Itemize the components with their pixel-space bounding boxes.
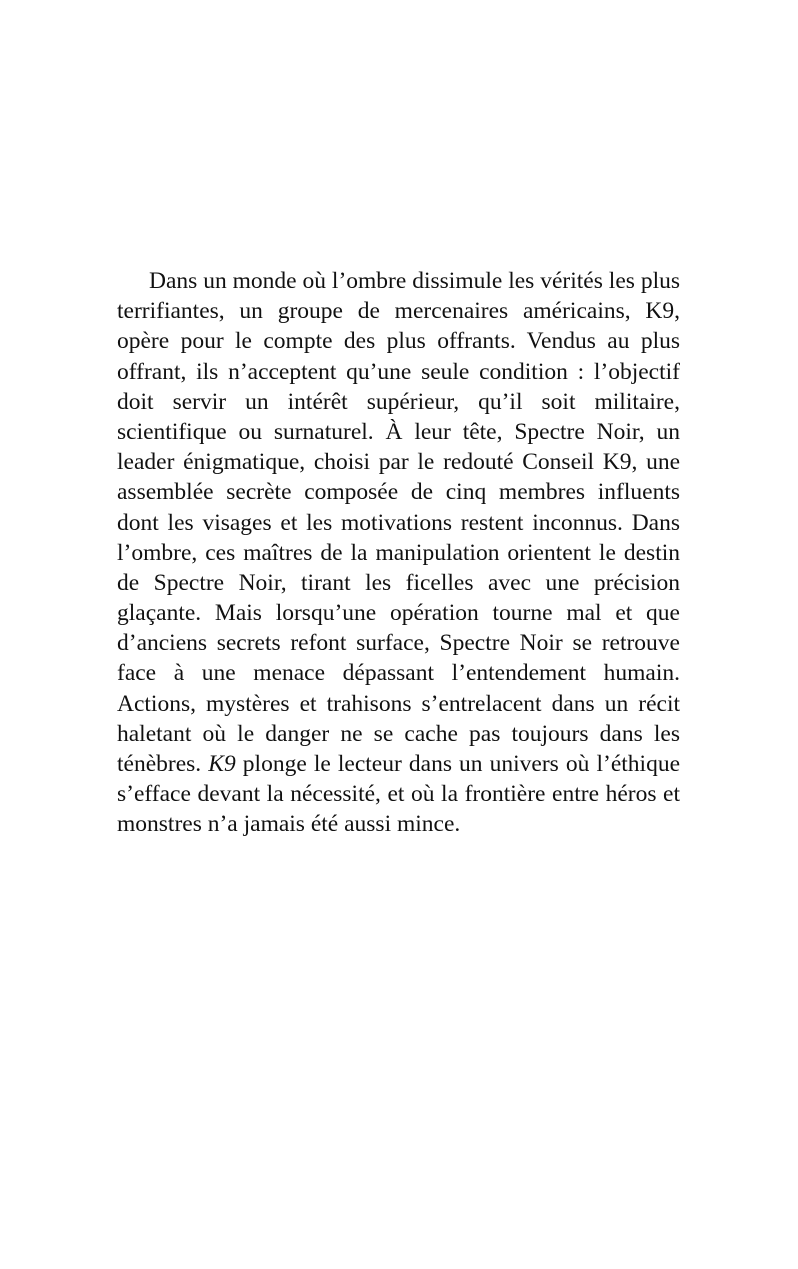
text-line: opère pour le compte des plus offrants. Vendus au plus bbox=[117, 328, 680, 355]
text-line: offrant, ils n’acceptent qu’une seule condition : l’objectif bbox=[117, 358, 680, 385]
text-line: monstres n’a jamais été aussi mince. bbox=[117, 811, 461, 838]
text-segment: plonge le lecteur dans un univers où l’éthique bbox=[242, 751, 681, 777]
book-title-italic: K9 bbox=[208, 751, 236, 777]
text-line: doit servir un intérêt supérieur, qu’il soit militaire, bbox=[117, 388, 680, 415]
text-line: Dans un monde où l’ombre dissimule les vérités les plus bbox=[149, 268, 680, 294]
text-line: Actions, mystères et trahisons s’entrelacent dans un récit bbox=[117, 690, 680, 717]
text-line: de Spectre Noir, tirant les ficelles avec une précision bbox=[117, 569, 680, 596]
text-line: s’efface devant la nécessité, et où la frontière entre héros et bbox=[117, 781, 680, 808]
text-line: face à une menace dépassant l’entendement humain. bbox=[117, 660, 680, 687]
text-line: glaçante. Mais lorsqu’une opération tourne mal et que bbox=[117, 600, 680, 627]
text-line: haletant où le danger ne se cache pas toujours dans les bbox=[117, 720, 680, 747]
synopsis-paragraph bbox=[117, 266, 680, 840]
text-line: scientifique ou surnaturel. À leur tête, Spectre Noir, un bbox=[117, 418, 680, 445]
text-line: l’ombre, ces maîtres de la manipulation orientent le destin bbox=[117, 539, 680, 566]
text-segment: ténèbres. bbox=[117, 751, 202, 777]
text-line: terrifiantes, un groupe de mercenaires américains, K9, bbox=[117, 298, 680, 325]
text-line: d’anciens secrets refont surface, Spectre Noir se retrouve bbox=[117, 630, 680, 657]
text-line: dont les visages et les motivations restent inconnus. Dans bbox=[117, 509, 680, 536]
text-line: assemblée secrète composée de cinq membres influents bbox=[117, 479, 680, 506]
text-line-with-title bbox=[117, 749, 680, 779]
text-line: leader énigmatique, choisi par le redouté Conseil K9, une bbox=[117, 449, 680, 476]
